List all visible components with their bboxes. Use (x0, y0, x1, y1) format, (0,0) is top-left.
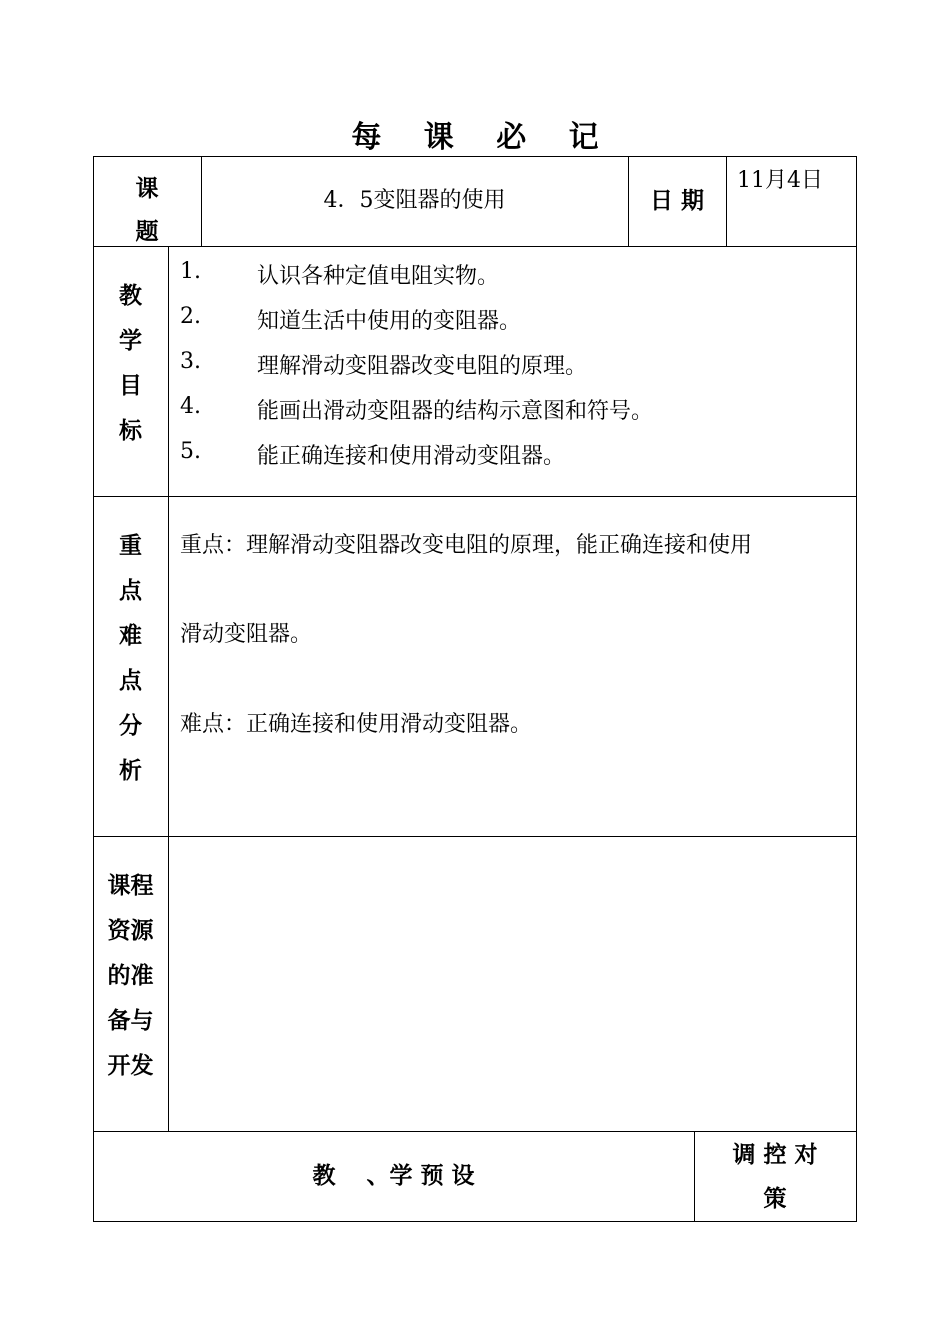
resources-label-line: 课程 (107, 873, 154, 899)
page-title: 每 课 必 记 (351, 120, 615, 155)
objective-number: 4. (180, 394, 201, 419)
resources-label-line: 的准 (107, 963, 154, 989)
key-points-label-char: 析 (119, 758, 142, 784)
key-points-label (93, 524, 168, 794)
objectives-label-char: 标 (119, 418, 142, 444)
objective-number: 2. (180, 304, 201, 329)
objectives-label (93, 274, 168, 454)
key-points-label-char: 点 (119, 668, 142, 694)
control-label-line2: 策 (763, 1186, 787, 1212)
objectives-label-char: 目 (119, 373, 142, 399)
objective-number: 3. (180, 349, 201, 374)
resources-label (93, 864, 168, 1089)
objective-text: 能画出滑动变阻器的结构示意图和符号。 (257, 399, 654, 424)
topic-value: 4．5变阻器的使用 (323, 188, 506, 213)
date-label: 日 期 (649, 188, 704, 214)
objective-text: 能正确连接和使用滑动变阻器。 (257, 444, 566, 469)
key-points-label-char: 点 (119, 578, 142, 604)
resources-label-line: 备与 (107, 1008, 154, 1034)
teaching-preset-label: 教 、学 预 设 (312, 1163, 475, 1189)
objectives-label-char: 教 (119, 283, 142, 309)
focus-text-line1: 重点：理解滑动变阻器改变电阻的原理，能正确连接和使用 (180, 533, 753, 558)
key-points-label-char: 重 (119, 533, 142, 559)
objective-text: 理解滑动变阻器改变电阻的原理。 (257, 354, 588, 379)
key-points-label-char: 分 (119, 713, 142, 739)
resources-label-line: 资源 (107, 918, 154, 944)
objective-item (180, 304, 840, 334)
objective-item (180, 439, 840, 469)
topic-label (93, 168, 201, 254)
objective-text: 知道生活中使用的变阻器。 (257, 309, 522, 334)
key-points-label-char: 难 (119, 623, 142, 649)
control-label-line1: 调 控 对 (732, 1142, 818, 1168)
objective-item (180, 349, 840, 379)
objectives-label-char: 学 (119, 328, 142, 354)
objective-text: 认识各种定值电阻实物。 (257, 264, 500, 289)
topic-label-char: 课 (135, 176, 159, 202)
objective-item (180, 259, 840, 289)
topic-label-char: 题 (135, 219, 159, 245)
objective-number: 5. (180, 439, 201, 464)
focus-text-line2: 滑动变阻器。 (180, 622, 313, 647)
date-value: 11月4日 (737, 168, 823, 193)
difficulty-text: 难点：正确连接和使用滑动变阻器。 (180, 712, 533, 737)
resources-label-line: 开发 (107, 1053, 154, 1079)
objective-number: 1. (180, 259, 201, 284)
objective-item (180, 394, 840, 424)
